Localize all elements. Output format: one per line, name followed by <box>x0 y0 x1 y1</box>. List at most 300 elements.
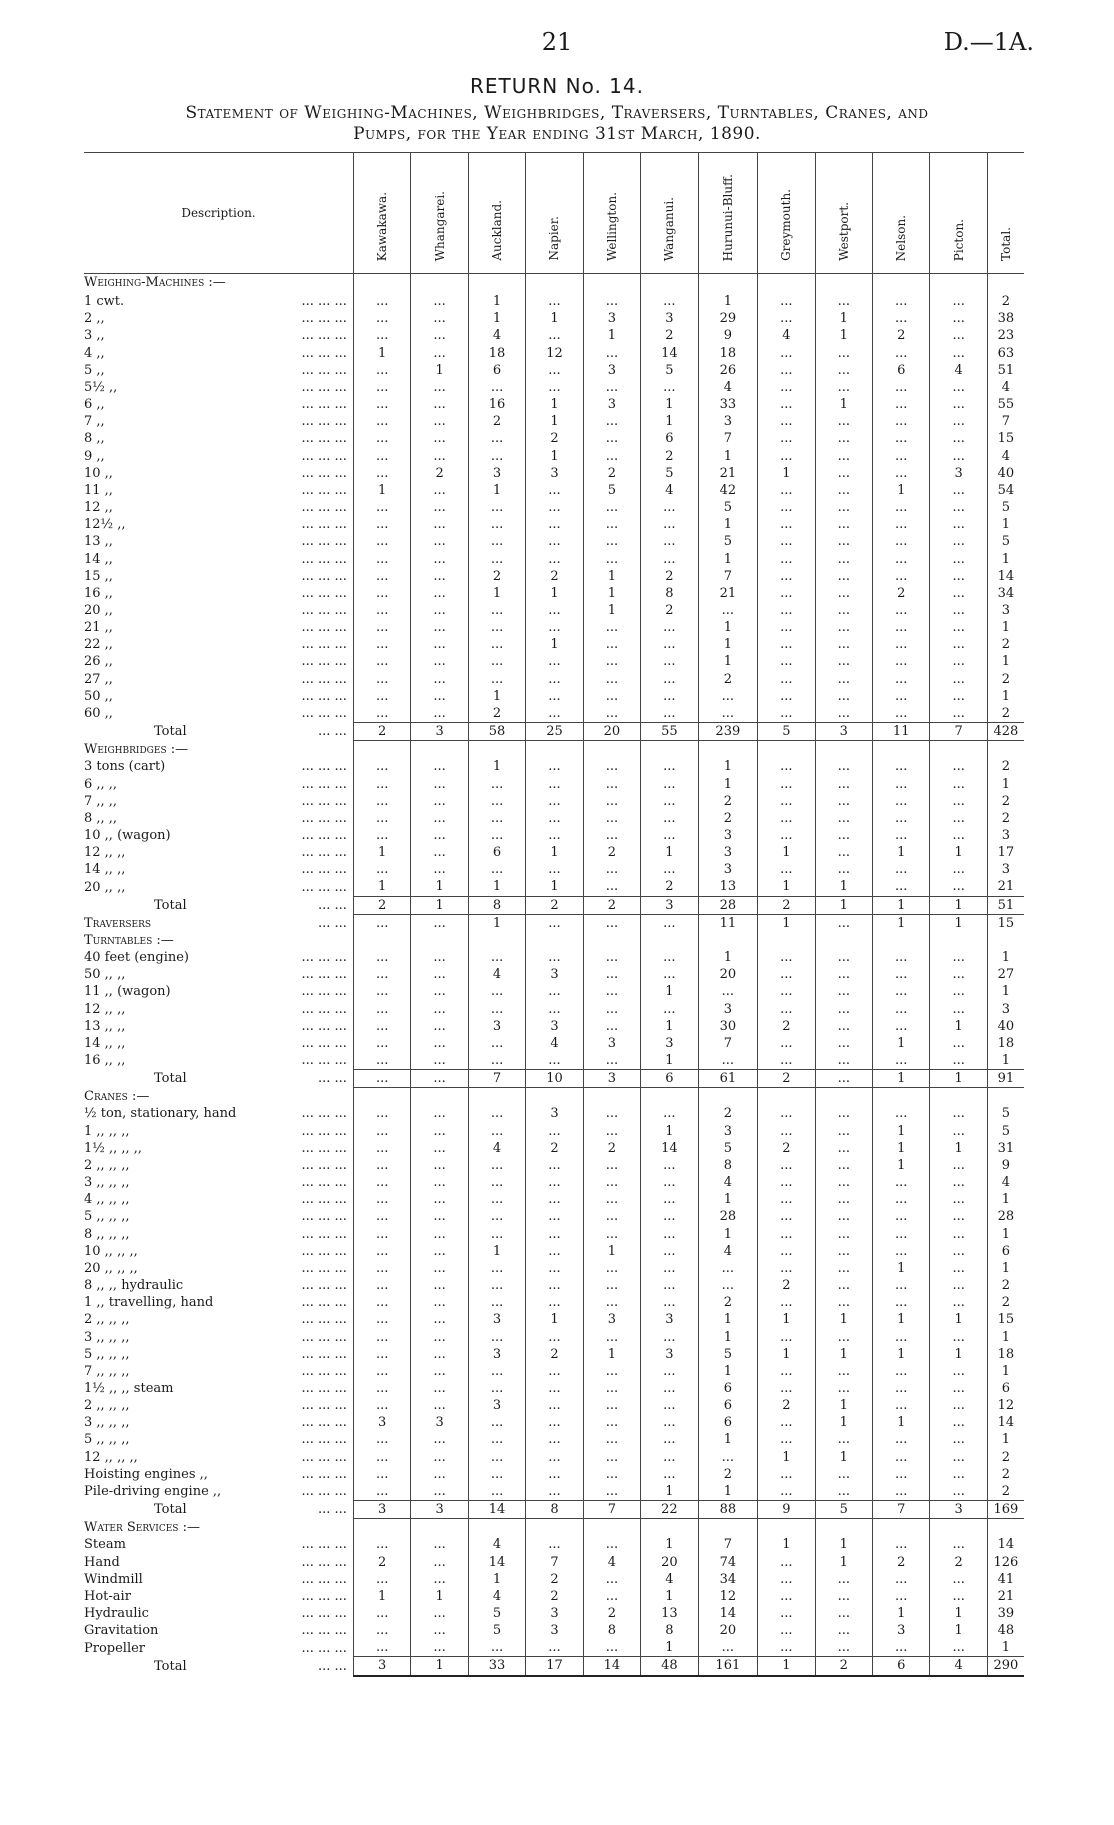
cell-value: ... <box>353 810 410 827</box>
cell-value: ... <box>411 1554 468 1571</box>
cell-value: 30 <box>698 1018 758 1035</box>
row-label <box>84 705 353 723</box>
cell-value: ... <box>815 1639 872 1657</box>
cell-value: ... <box>353 1346 410 1363</box>
cell-value: 91 <box>987 1070 1024 1088</box>
cell-value <box>758 1088 815 1106</box>
cell-value <box>758 741 815 759</box>
leader-dots: ... ... ... <box>301 1449 347 1465</box>
table-row <box>84 1052 1024 1070</box>
table-row <box>84 499 1024 516</box>
cell-value: ... <box>353 1191 410 1208</box>
cell-value: ... <box>930 1035 987 1052</box>
cell-value: ... <box>526 327 583 344</box>
cell-value <box>641 1088 698 1106</box>
cell-value: ... <box>930 1536 987 1553</box>
row-label-text: 5 ,, ,, ,, <box>84 1432 130 1448</box>
cell-value: 14 <box>468 1501 525 1519</box>
cell-value: ... <box>353 1174 410 1191</box>
row-label-text: 13 ,, <box>84 534 113 550</box>
cell-value: ... <box>353 291 410 310</box>
statement-table <box>84 152 1024 1677</box>
cell-value: 2 <box>641 568 698 585</box>
cell-value: ... <box>872 1380 929 1397</box>
cell-value: ... <box>353 602 410 619</box>
cell-value <box>583 1088 640 1106</box>
return-title: RETURN No. 14. <box>470 74 644 98</box>
cell-value: 1 <box>641 1483 698 1501</box>
cell-value: 12 <box>526 345 583 362</box>
cell-value: ... <box>872 966 929 983</box>
row-label <box>84 379 353 396</box>
cell-value: 2 <box>468 705 525 723</box>
cell-value <box>526 932 583 949</box>
cell-value: 1 <box>930 1346 987 1363</box>
cell-value: ... <box>930 1052 987 1070</box>
row-label <box>84 1035 353 1052</box>
cell-value: 3 <box>583 1070 640 1088</box>
cell-value: ... <box>411 1363 468 1380</box>
cell-value: ... <box>411 636 468 653</box>
cell-value: ... <box>815 983 872 1000</box>
cell-value: ... <box>411 602 468 619</box>
cell-value: 2 <box>872 585 929 602</box>
cell-value: 16 <box>468 396 525 413</box>
cell-value: 7 <box>872 1501 929 1519</box>
cell-value: 4 <box>930 362 987 379</box>
cell-value: 1 <box>815 1346 872 1363</box>
cell-value: ... <box>815 914 872 932</box>
cell-value: 8 <box>641 585 698 602</box>
row-label <box>84 602 353 619</box>
cell-value: ... <box>930 1431 987 1448</box>
row-label <box>84 1449 353 1466</box>
cell-value: 1 <box>930 1070 987 1088</box>
leader-dots: ... ... ... <box>301 431 347 447</box>
cell-value: ... <box>930 310 987 327</box>
cell-value: 3 <box>698 413 758 430</box>
cell-value: 8 <box>468 896 525 914</box>
cell-value: ... <box>758 448 815 465</box>
section-heading <box>84 1519 353 1537</box>
cell-value: 2 <box>583 1605 640 1622</box>
cell-value: ... <box>526 1260 583 1277</box>
cell-value: ... <box>526 1174 583 1191</box>
row-label-text: 7 ,, ,, <box>84 793 118 809</box>
table-body <box>84 274 1024 1676</box>
row-label <box>84 949 353 966</box>
cell-value: 2 <box>698 1294 758 1311</box>
row-label <box>84 896 353 914</box>
cell-value: 3 <box>641 310 698 327</box>
cell-value: ... <box>872 758 929 775</box>
cell-value: ... <box>930 499 987 516</box>
table-row <box>84 1414 1024 1431</box>
cell-value: ... <box>815 1260 872 1277</box>
cell-value: ... <box>583 1571 640 1588</box>
row-label <box>84 1571 353 1588</box>
row-label <box>84 1380 353 1397</box>
row-label <box>84 1431 353 1448</box>
cell-value: ... <box>930 1449 987 1466</box>
cell-value: 1 <box>468 878 525 896</box>
cell-value <box>987 1088 1024 1106</box>
cell-value: 4 <box>468 327 525 344</box>
cell-value: ... <box>526 671 583 688</box>
cell-value <box>411 1519 468 1537</box>
cell-value: ... <box>411 1605 468 1622</box>
cell-value: ... <box>815 533 872 550</box>
table-row <box>84 1346 1024 1363</box>
row-label-text: Windmill <box>84 1571 143 1587</box>
cell-value: ... <box>872 1294 929 1311</box>
row-label-text: 14 ,, <box>84 551 113 567</box>
row-label-text: 8 ,, ,, <box>84 810 118 826</box>
cell-value <box>815 1088 872 1106</box>
cell-value: ... <box>583 1449 640 1466</box>
cell-value: ... <box>526 1639 583 1657</box>
cell-value: ... <box>758 1414 815 1431</box>
leader-dots: ... ... ... <box>301 967 347 983</box>
leader-dots: ... ... ... <box>301 984 347 1000</box>
cell-value: ... <box>815 1277 872 1294</box>
cell-value: ... <box>583 636 640 653</box>
cell-value: ... <box>815 1123 872 1140</box>
cell-value: ... <box>353 585 410 602</box>
cell-value: 5 <box>468 1622 525 1639</box>
cell-value: 2 <box>698 671 758 688</box>
cell-value: ... <box>815 1157 872 1174</box>
col-header: Greymouth. <box>758 153 815 274</box>
cell-value: 1 <box>758 1657 815 1676</box>
cell-value: ... <box>583 1363 640 1380</box>
cell-value: 7 <box>468 1070 525 1088</box>
cell-value: ... <box>930 551 987 568</box>
cell-value: ... <box>353 1226 410 1243</box>
table-row <box>84 966 1024 983</box>
cell-value: 2 <box>641 327 698 344</box>
cell-value: ... <box>872 1431 929 1448</box>
cell-value: ... <box>411 861 468 878</box>
cell-value <box>872 741 929 759</box>
cell-value: ... <box>526 653 583 670</box>
table-row <box>84 551 1024 568</box>
cell-value: ... <box>758 516 815 533</box>
cell-value: ... <box>872 653 929 670</box>
cell-value: ... <box>468 1208 525 1225</box>
leader-dots: ... ... ... <box>301 1053 347 1069</box>
cell-value: 1 <box>641 396 698 413</box>
cell-value: ... <box>411 1070 468 1088</box>
cell-value: ... <box>411 551 468 568</box>
cell-value: ... <box>411 345 468 362</box>
row-label-text: 1 cwt. <box>84 294 125 310</box>
cell-value: 1 <box>698 1431 758 1448</box>
cell-value: ... <box>641 776 698 793</box>
cell-value: ... <box>411 776 468 793</box>
row-label-text: 27 ,, <box>84 671 113 687</box>
row-label-text: 1½ ,, ,, ,, <box>84 1140 143 1156</box>
leader-dots: ... ... ... <box>301 1123 347 1139</box>
table-row <box>84 983 1024 1000</box>
row-label <box>84 499 353 516</box>
row-label-text: 1 ,, ,, ,, <box>84 1123 130 1139</box>
total-row <box>84 1657 1024 1676</box>
row-label-text: 20 ,, ,, ,, <box>84 1260 138 1276</box>
table-row <box>84 602 1024 619</box>
cell-value: ... <box>815 1243 872 1260</box>
cell-value: ... <box>758 1483 815 1501</box>
cell-value: 1 <box>930 1018 987 1035</box>
table-row <box>84 688 1024 705</box>
leader-dots: ... ... ... <box>301 671 347 687</box>
table-row <box>84 1260 1024 1277</box>
cell-value: 2 <box>987 810 1024 827</box>
cell-value: 3 <box>641 896 698 914</box>
cell-value: 20 <box>641 1554 698 1571</box>
cell-value: ... <box>872 1105 929 1122</box>
cell-value: ... <box>526 914 583 932</box>
leader-dots: ... ... ... <box>301 1226 347 1242</box>
cell-value: ... <box>411 758 468 775</box>
cell-value: ... <box>930 1174 987 1191</box>
cell-value: ... <box>583 914 640 932</box>
col-header: Total. <box>987 153 1024 274</box>
cell-value: ... <box>930 1466 987 1483</box>
cell-value: 1 <box>815 1311 872 1328</box>
cell-value: ... <box>758 1035 815 1052</box>
cell-value: ... <box>698 1277 758 1294</box>
cell-value: ... <box>526 533 583 550</box>
leader-dots: ... ... ... <box>301 534 347 550</box>
row-label <box>84 688 353 705</box>
cell-value: 1 <box>698 1363 758 1380</box>
cell-value: ... <box>353 1639 410 1657</box>
leader-dots: ... ... ... <box>301 517 347 533</box>
cell-value: ... <box>815 568 872 585</box>
leader-dots: ... ... ... <box>301 1415 347 1431</box>
cell-value: 15 <box>987 914 1024 932</box>
cell-value: 14 <box>468 1554 525 1571</box>
row-label-text: 10 ,, ,, ,, <box>84 1243 138 1259</box>
cell-value: ... <box>353 758 410 775</box>
cell-value <box>698 1519 758 1537</box>
cell-value: 25 <box>526 723 583 741</box>
cell-value: ... <box>872 636 929 653</box>
cell-value <box>468 741 525 759</box>
cell-value: 1 <box>930 1622 987 1639</box>
cell-value: 1 <box>468 758 525 775</box>
cell-value: 1 <box>987 1260 1024 1277</box>
cell-value: ... <box>930 585 987 602</box>
row-label-text: 4 ,, ,, ,, <box>84 1192 130 1208</box>
leader-dots: ... ... ... <box>301 1209 347 1225</box>
section-row <box>84 932 1024 949</box>
cell-value: ... <box>758 345 815 362</box>
row-label <box>84 1226 353 1243</box>
cell-value: 18 <box>987 1035 1024 1052</box>
cell-value: ... <box>815 1105 872 1122</box>
cell-value: ... <box>526 551 583 568</box>
total-row <box>84 896 1024 914</box>
cell-value: 38 <box>987 310 1024 327</box>
cell-value: ... <box>758 1466 815 1483</box>
leader-dots: ... ... ... <box>301 1175 347 1191</box>
cell-value: 1 <box>353 844 410 861</box>
cell-value: 1 <box>930 1140 987 1157</box>
cell-value: 1 <box>698 1329 758 1346</box>
cell-value: ... <box>930 568 987 585</box>
cell-value: ... <box>583 1431 640 1448</box>
cell-value: 7 <box>698 1035 758 1052</box>
leader-dots: ... ... ... <box>301 793 347 809</box>
leader-dots: ... ... ... <box>301 568 347 584</box>
cell-value: 4 <box>698 379 758 396</box>
cell-value: ... <box>468 602 525 619</box>
cell-value: ... <box>583 1414 640 1431</box>
row-label <box>84 653 353 670</box>
cell-value: 3 <box>583 1311 640 1328</box>
cell-value: ... <box>758 310 815 327</box>
cell-value: ... <box>583 1466 640 1483</box>
row-label-text: 5½ ,, <box>84 379 118 395</box>
cell-value: 15 <box>987 430 1024 447</box>
cell-value: ... <box>583 448 640 465</box>
cell-value: ... <box>872 1329 929 1346</box>
cell-value: ... <box>872 1397 929 1414</box>
table-row <box>84 413 1024 430</box>
cell-value: ... <box>411 1329 468 1346</box>
row-label <box>84 861 353 878</box>
cell-value: ... <box>411 966 468 983</box>
cell-value: ... <box>353 396 410 413</box>
cell-value: ... <box>583 1208 640 1225</box>
cell-value: ... <box>930 291 987 310</box>
cell-value: 1 <box>930 844 987 861</box>
cell-value: 1 <box>987 1226 1024 1243</box>
cell-value <box>698 274 758 292</box>
cell-value: 1 <box>698 516 758 533</box>
cell-value: ... <box>872 465 929 482</box>
cell-value: 18 <box>987 1346 1024 1363</box>
cell-value: ... <box>872 878 929 896</box>
cell-value: 22 <box>641 1501 698 1519</box>
cell-value: 1 <box>758 1346 815 1363</box>
row-label <box>84 1414 353 1431</box>
cell-value: 3 <box>930 465 987 482</box>
table-row <box>84 793 1024 810</box>
table-row <box>84 1380 1024 1397</box>
table-row <box>84 1123 1024 1140</box>
cell-value: ... <box>641 499 698 516</box>
row-label-text: 9 ,, <box>84 448 105 464</box>
cell-value: ... <box>872 310 929 327</box>
cell-value <box>758 274 815 292</box>
cell-value: ... <box>758 653 815 670</box>
cell-value: 1 <box>815 1397 872 1414</box>
cell-value: ... <box>641 1208 698 1225</box>
cell-value: ... <box>872 1174 929 1191</box>
cell-value: ... <box>815 1483 872 1501</box>
cell-value: ... <box>758 1260 815 1277</box>
cell-value: 1 <box>353 345 410 362</box>
cell-value: 1 <box>583 1346 640 1363</box>
cell-value: ... <box>815 1329 872 1346</box>
cell-value: ... <box>583 1294 640 1311</box>
leader-dots: ... ... ... <box>301 311 347 327</box>
cell-value: ... <box>872 949 929 966</box>
cell-value: ... <box>930 1414 987 1431</box>
cell-value: 1 <box>872 1123 929 1140</box>
table-row <box>84 758 1024 775</box>
cell-value: ... <box>872 345 929 362</box>
cell-value: 5 <box>641 465 698 482</box>
cell-value: 51 <box>987 362 1024 379</box>
statement-subtitle-line2: Pumps, for the Year ending 31st March, 1890. <box>353 124 761 144</box>
cell-value: ... <box>872 1277 929 1294</box>
cell-value: ... <box>353 688 410 705</box>
cell-value: ... <box>641 1001 698 1018</box>
table-row <box>84 1397 1024 1414</box>
table-row <box>84 1157 1024 1174</box>
cell-value: 1 <box>872 1346 929 1363</box>
cell-value: ... <box>583 1052 640 1070</box>
cell-value: ... <box>411 1052 468 1070</box>
cell-value: 8 <box>641 1622 698 1639</box>
cell-value: 1 <box>468 1243 525 1260</box>
cell-value: ... <box>930 345 987 362</box>
leader-dots: ... ... ... <box>301 500 347 516</box>
leader-dots: ... ... ... <box>301 950 347 966</box>
cell-value: 1 <box>987 1363 1024 1380</box>
cell-value: ... <box>526 758 583 775</box>
cell-value: ... <box>758 551 815 568</box>
cell-value: ... <box>526 1363 583 1380</box>
row-label-text: 10 ,, (wagon) <box>84 827 171 843</box>
leader-dots: ... ... ... <box>301 1398 347 1414</box>
cell-value: ... <box>468 1260 525 1277</box>
cell-value <box>872 1519 929 1537</box>
cell-value: ... <box>758 1123 815 1140</box>
cell-value: ... <box>872 291 929 310</box>
cell-value: ... <box>411 1571 468 1588</box>
cell-value: ... <box>353 1380 410 1397</box>
cell-value: ... <box>641 1380 698 1397</box>
cell-value: 3 <box>353 1657 410 1676</box>
table-row <box>84 430 1024 447</box>
cell-value: ... <box>526 1483 583 1501</box>
cell-value: ... <box>353 430 410 447</box>
cell-value: ... <box>815 793 872 810</box>
cell-value: 2 <box>698 1466 758 1483</box>
cell-value: 1 <box>698 776 758 793</box>
cell-value: 2 <box>641 602 698 619</box>
cell-value: ... <box>698 688 758 705</box>
cell-value: 5 <box>815 1501 872 1519</box>
cell-value: 2 <box>815 1657 872 1676</box>
cell-value: 7 <box>698 1536 758 1553</box>
row-label-text: 8 ,, <box>84 431 105 447</box>
cell-value: 63 <box>987 345 1024 362</box>
cell-value: ... <box>583 966 640 983</box>
row-label <box>84 1001 353 1018</box>
cell-value: ... <box>815 844 872 861</box>
row-label <box>84 482 353 499</box>
cell-value: ... <box>758 413 815 430</box>
cell-value: 1 <box>698 619 758 636</box>
cell-value: 1 <box>987 1052 1024 1070</box>
cell-value: ... <box>930 653 987 670</box>
